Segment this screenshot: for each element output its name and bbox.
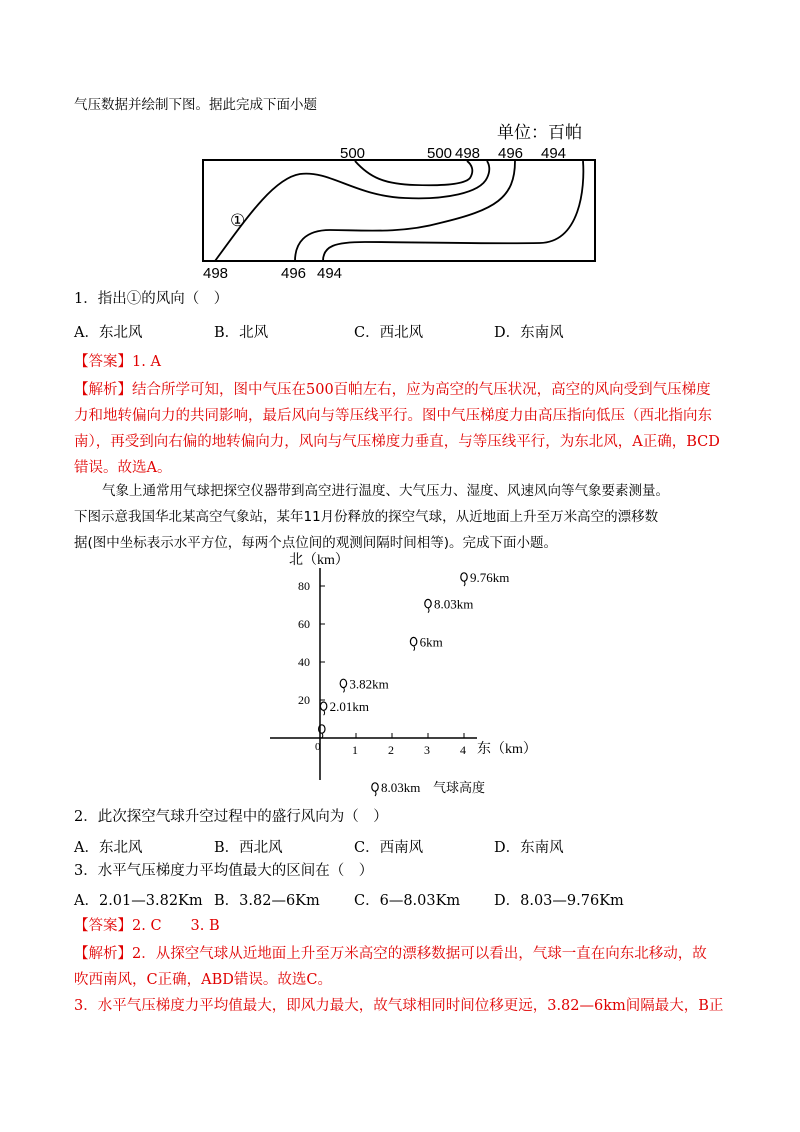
q1-option-b: B．北风 [214,325,269,341]
q2-option-c: C．西南风 [354,840,424,856]
x-tick-label: 1 [352,743,358,757]
passage-2 [74,478,734,556]
analysis-tag: 【解析】 [74,946,132,962]
q2-option-d: D．东南风 [494,840,564,856]
isobar-500 [355,161,472,185]
bottom-label-496: 496 [281,265,307,282]
y-tick-label: 80 [298,579,310,593]
x-tick-label: 4 [460,743,466,757]
top-label-494: 494 [541,145,567,162]
balloon-point [372,783,378,796]
isobar-494 [323,161,583,261]
point-label: 6km [419,634,443,650]
a1-answer [74,351,161,373]
isobar-map [195,118,605,286]
q3-option-a: A．2.01—3.82Km [74,893,203,909]
balloon-point [410,637,416,650]
top-label-496: 496 [498,145,524,162]
isobar-496 [295,161,515,261]
q3-option-d: D．8.03—9.76Km [494,893,624,909]
analysis-line-1: 2．从探空气球从近地面上升至万米高空的漂移数据可以看出，气球一直在向东北移动，故 [132,946,707,962]
top-label-498: 498 [455,145,481,162]
y-tick-label: 20 [298,693,310,707]
q1-stem: 1．指出①的风向（ ） [74,291,229,307]
passage-line-1: 气象上通常用气球把探空仪器带到高空进行温度、大气压力、湿度、风速风向等气象要素测量。 [102,483,669,499]
isobar-498 [215,161,489,261]
a1-analysis [74,377,734,481]
analysis-line-3: 南），再受到向右偏的地转偏向力，风向与气压梯度力垂直，与等压线平行，为东北风，A正确，BCD [74,434,720,450]
answer-tag: 【答案】 [74,354,132,370]
x-axis-label: 东（km） [477,742,537,757]
analysis-line-4: 错误。故选A。 [74,460,172,476]
q2-stem: 2．此次探空气球升空过程中的盛行风向为（ ） [74,809,388,825]
origin-label: 0 [315,741,321,753]
balloon-point [340,679,346,692]
answer-value: 2. C 3. B [132,918,220,934]
x-tick-label: 3 [424,743,430,757]
answer-tag: 【答案】 [74,918,132,934]
balloon-point [461,573,467,586]
intro-line: 气压数据并绘制下图。据此完成下面小题 [74,97,317,113]
q2-option-a: A．东北风 [74,840,143,856]
q3-option-c: C．6—8.03Km [354,893,461,909]
q2-option-b: B．西北风 [214,840,283,856]
analysis-line-2: 力和地转偏向力的共同影响，最后风向与等压线平行。图中气压梯度力由高压指向低压（西北指向东 [74,408,712,424]
legend-label: 8.03km [381,780,421,795]
y-tick-label: 40 [298,655,310,669]
point-label: 9.76km [470,570,510,585]
q1-option-a: A．东北风 [74,325,143,341]
x-tick-label: 2 [388,743,394,757]
balloon-point [425,599,431,612]
q3-stem: 3．水平气压梯度力平均值最大的区间在（ ） [74,863,374,879]
point-label: 2.01km [329,699,369,715]
passage-line-2: 下图示意我国华北某高空气象站，某年11月份释放的探空气球，从近地面上升至万米高空的漂移数 [74,509,659,525]
q1-option-c: C．西北风 [354,325,424,341]
point-label: 3.82km [349,676,389,692]
balloon-drift-chart [265,548,555,800]
map-frame [203,160,595,261]
q3-option-b: B．3.82—6Km [214,893,320,909]
balloon-point [320,702,326,715]
bottom-label-498: 498 [203,265,229,282]
analysis-tag: 【解析】 [74,382,132,398]
answer-value: 1. A [132,354,161,370]
a23-answer [74,915,220,937]
unit-label: 单位：百帕 [497,123,582,142]
top-label-500a: 500 [340,145,366,162]
legend-desc: 气球高度 [433,780,486,795]
chart-legend [372,780,485,796]
y-tick-label: 60 [298,617,310,631]
analysis-line-2: 吹西南风，C正确，ABD错误。故选C。 [74,972,332,988]
analysis-line-1: 结合所学可知，图中气压在500百帕左右，应为高空的气压状况，高空的风向受到气压梯度 [132,382,711,398]
a23-analysis [74,941,734,1019]
q1-option-d: D．东南风 [494,325,564,341]
point-label: 8.03km [434,596,474,612]
passage-line-3: 据(图中坐标表示水平方位，每两个点位间的观测间隔时间相等)。完成下面小题。 [74,535,558,551]
top-label-500b: 500 [427,145,453,162]
bottom-label-494: 494 [317,265,343,282]
y-axis-label: 北（km） [289,553,349,568]
marker-1: ① [230,211,246,230]
analysis-line-3: 3．水平气压梯度力平均值最大，即风力最大，故气球相同时间位移更远，3.82—6km间隔最大，B正 [74,998,724,1014]
